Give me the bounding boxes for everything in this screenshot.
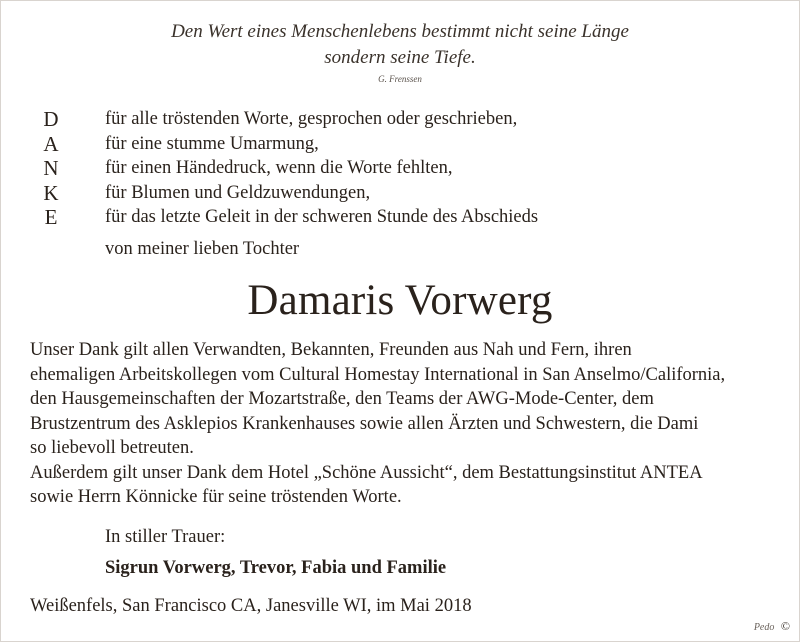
paragraph-line: Brustzentrum des Asklepios Krankenhauses sowie allen Ärzten und Schwestern, die Dami (30, 413, 699, 434)
thanks-paragraph (30, 338, 780, 510)
danke-line: für das letzte Geleit in der schweren Stunde des Abschieds (105, 207, 539, 227)
from-line: von meiner lieben Tochter (105, 239, 300, 259)
danke-line: für einen Händedruck, wenn die Worte fehlten, (105, 158, 453, 178)
publisher-logo (754, 619, 790, 634)
danke-lines (105, 107, 538, 230)
deceased-name: Damaris Vorwerg (247, 277, 553, 324)
danke-line: für eine stumme Umarmung, (105, 133, 319, 154)
danke-letter: K (43, 180, 59, 205)
danke-line: für Blumen und Geldzuwendungen, (105, 182, 371, 203)
quote-author: G. Frenssen (378, 74, 422, 84)
danke-letter: A (43, 131, 59, 156)
copyright-icon: © (780, 619, 790, 633)
mourning-label: In stiller Trauer: (105, 527, 226, 547)
logo-text: Pedo (753, 622, 775, 633)
paragraph-line: Außerdem gilt unser Dank dem Hotel „Schöne Aussicht“, dem Bestattungsinstitut ANTEA (30, 462, 703, 483)
paragraph-line: Unser Dank gilt allen Verwandten, Bekannten, Freunden aus Nah und Fern, ihren (30, 340, 632, 360)
family-names: Sigrun Vorwerg, Trevor, Fabia und Familie (105, 558, 447, 578)
paragraph-line: so liebevoll betreuten. (30, 438, 194, 458)
paragraph-line: den Hausgemeinschaften der Mozartstraße, den Teams der AWG-Mode-Center, dem (30, 389, 654, 409)
quote-line-2: sondern seine Tiefe. (324, 47, 476, 68)
place-date: Weißenfels, San Francisco CA, Janesville WI, im Mai 2018 (30, 596, 472, 616)
danke-letter: N (43, 156, 59, 180)
danke-letter: D (43, 107, 59, 131)
paragraph-line: sowie Herrn Könnicke für seine tröstenden Worte. (30, 487, 402, 507)
danke-acrostic (38, 107, 64, 230)
paragraph-line: ehemaligen Arbeitskollegen vom Cultural Homestay International in San Anselmo/California, (30, 364, 726, 385)
danke-line: für alle tröstenden Worte, gesprochen oder geschrieben, (105, 109, 518, 129)
danke-letter: E (44, 205, 58, 229)
quote-line-1: Den Wert eines Menschenlebens bestimmt nicht seine Länge (171, 21, 629, 42)
